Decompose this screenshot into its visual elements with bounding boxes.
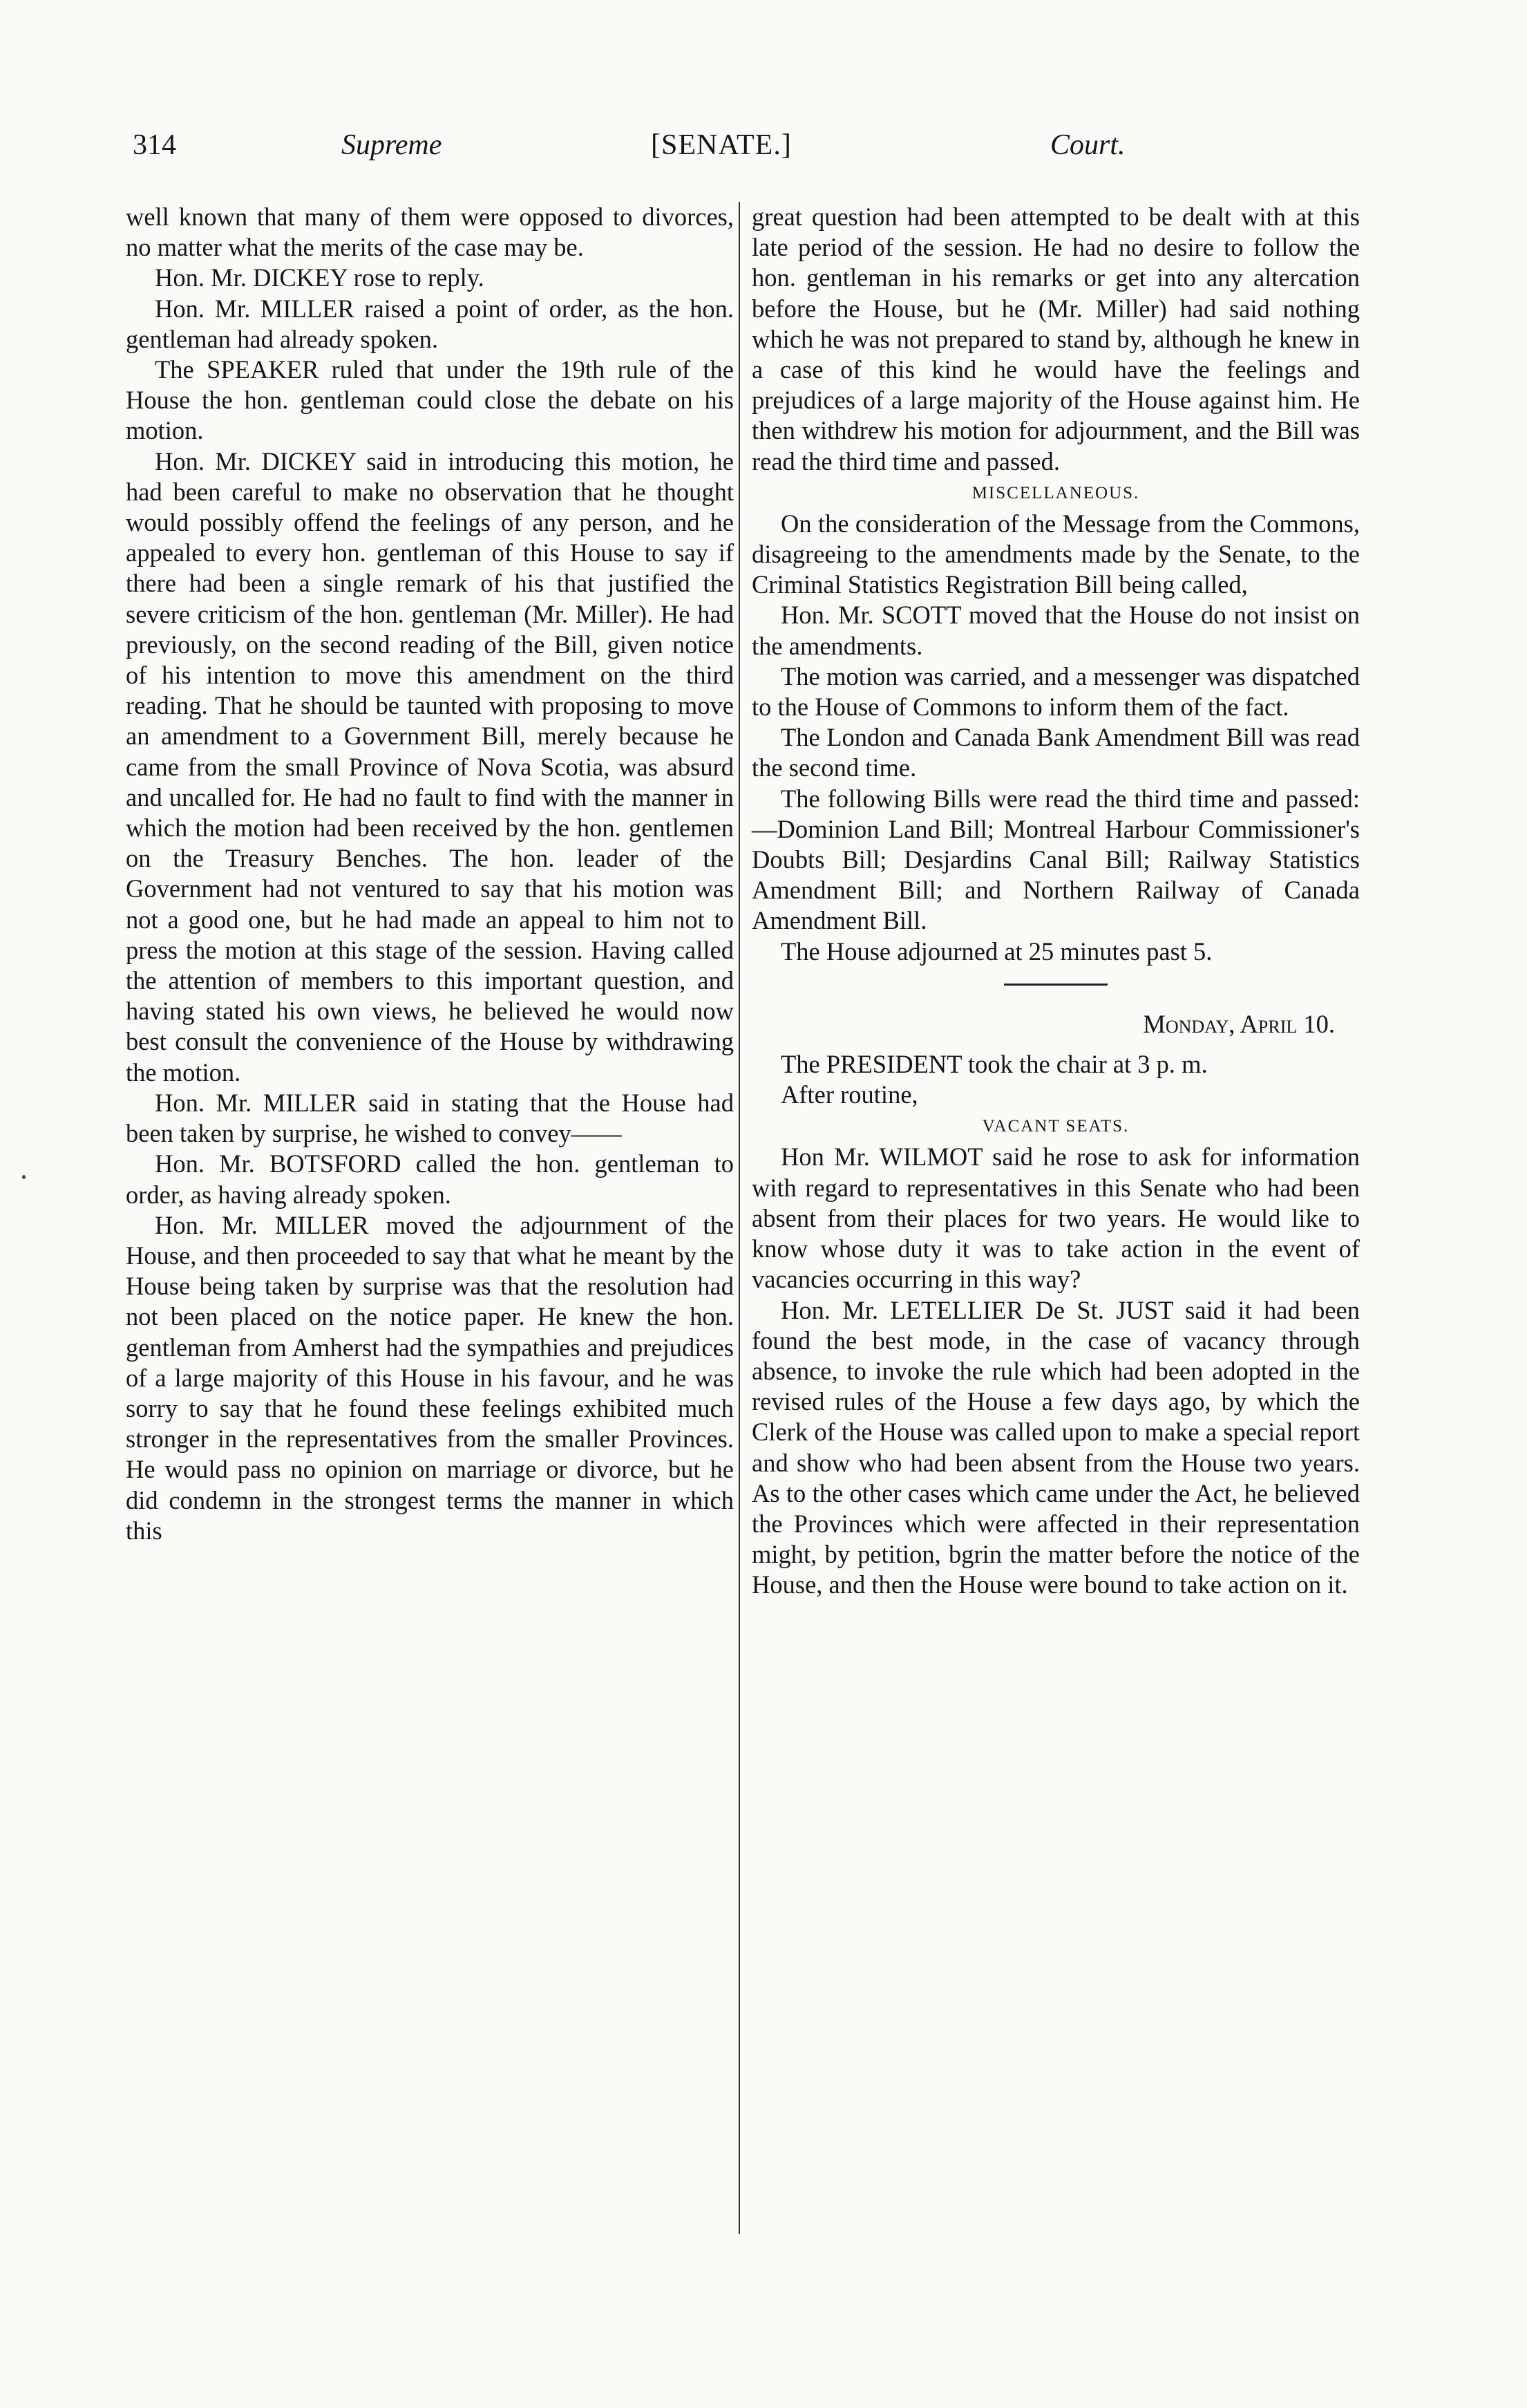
dateline: Monday, April 10. — [1143, 1009, 1335, 1038]
header-center-title: [SENATE.] — [651, 129, 792, 161]
page-number: 314 — [133, 129, 176, 161]
paragraph: Hon. Mr. MILLER said in stating that the House had been taken by surprise, he wished to convey—— — [126, 1088, 734, 1148]
paragraph: Hon Mr. WILMOT said he rose to ask for information with regard to representatives in this Senate who had been absent from their places for two years. He would like to know whose duty it was to take action in the event of vacancies occurring in this way? — [752, 1142, 1360, 1294]
section-separator-rule — [1004, 984, 1108, 986]
paragraph: Hon. Mr. BOTSFORD called the hon. gentleman to order, as having already spoken. — [126, 1149, 734, 1209]
paragraph: Hon. Mr. DICKEY said in introducing this motion, he had been careful to make no observation that he thought would possibly offend the feelings of any person, and he appealed to every hon. gentleman of this House to say if there had been a single remark of his that justified the severe criticism of the hon. gentleman (Mr. Miller). He had previously, on the second reading of the Bill, given notice of his intention to move this amendment on the third reading. That he should be taunted with proposing to move an amendment to a Government Bill, merely because he came from the small Province of Nova Scotia, was absurd and uncalled for. He had no fault to find with the manner in which the motion had been received by the hon. gentlemen on the Treasury Benches. The hon. leader of the Government had not ventured to say that his motion was not a good one, but he had made an appeal to him not to press the motion at this stage of the session. Having called the attention of members to this important question, and having stated his own views, he believed he would now best consult the convenience of the House by withdrawing the motion. — [126, 446, 734, 1087]
paragraph: Hon. Mr. LETELLIER De St. JUST said it had been found the best mode, in the case of vacancy through absence, to invoke the rule which had been adopted in the revised rules of the House a few days ago, by which the Clerk of the House was called upon to make a special report and show who had been absent from the House two years. As to the other cases which came under the Act, he believed the Provinces which were affected in their representation might, by petition, bgrin the matter before the notice of the House, and then the House were bound to take action on it. — [752, 1295, 1360, 1599]
left-column — [126, 202, 734, 1546]
section-heading-vacant-seats: VACANT SEATS. — [982, 1117, 1130, 1136]
paragraph: Hon. Mr. MILLER raised a point of order, as the hon. gentleman had already spoken. — [126, 294, 734, 353]
paragraph: On the consideration of the Message from the Commons, disagreeing to the amendments made by the Senate, to the Criminal Statistics Registration Bill being called, — [752, 509, 1360, 599]
paragraph: The London and Canada Bank Amendment Bill was read the second time. — [752, 723, 1360, 782]
header-left-title: Supreme — [341, 129, 442, 161]
section-heading-miscellaneous: MISCELLANEOUS. — [971, 483, 1140, 502]
ink-speck — [22, 1175, 26, 1179]
paragraph: The SPEAKER ruled that under the 19th rule of the House the hon. gentleman could close the debate on his motion. — [126, 355, 734, 445]
header-right-title: Court. — [1050, 129, 1126, 161]
running-header — [124, 129, 1410, 170]
paragraph: The House adjourned at 25 minutes past 5. — [781, 937, 1213, 966]
paragraph: Hon. Mr. SCOTT moved that the House do not insist on the amendments. — [752, 601, 1360, 660]
right-column — [752, 202, 1360, 1601]
paragraph: great question had been attempted to be dealt with at this late period of the session. He had no desire to follow the hon. gentleman in his remarks or get into any altercation before the House, but he (Mr. Miller) had said nothing which he was not prepared to stand by, although he knew in a case of this kind he would have the feelings and prejudices of a large majority of the House against him. He then withdrew his motion for adjournment, and the Bill was read the third time and passed. — [752, 203, 1360, 476]
column-divider — [739, 202, 740, 2234]
paragraph: Hon. Mr. DICKEY rose to reply. — [155, 263, 484, 292]
paragraph: The following Bills were read the third time and passed:—Dominion Land Bill; Montreal Harbour Commissioner's Doubts Bill; Desjardins Canal Bill; Railway Statistics Amendment Bill; and Northern Railway of Canada Amendment Bill. — [752, 784, 1360, 935]
paragraph: The PRESIDENT took the chair at 3 p. m. — [781, 1050, 1208, 1079]
paragraph: well known that many of them were opposed to divorces, no matter what the merits of the case may be. — [126, 203, 734, 262]
paragraph: Hon. Mr. MILLER moved the adjournment of the House, and then proceeded to say that what he meant by the House being taken by surprise was that the resolution had not been placed on the notice paper. He knew the hon. gentleman from Amherst had the sympathies and prejudices of a large majority of this House in his favour, and he was sorry to say that he found these feelings exhibited much stronger in the representatives from the smaller Provinces. He would pass no opinion on marriage or divorce, but he did condemn in the strongest terms the manner in which this — [126, 1210, 734, 1545]
paragraph: After routine, — [781, 1080, 918, 1109]
paragraph: The motion was carried, and a messenger was dispatched to the House of Commons to inform them of the fact. — [752, 661, 1360, 722]
